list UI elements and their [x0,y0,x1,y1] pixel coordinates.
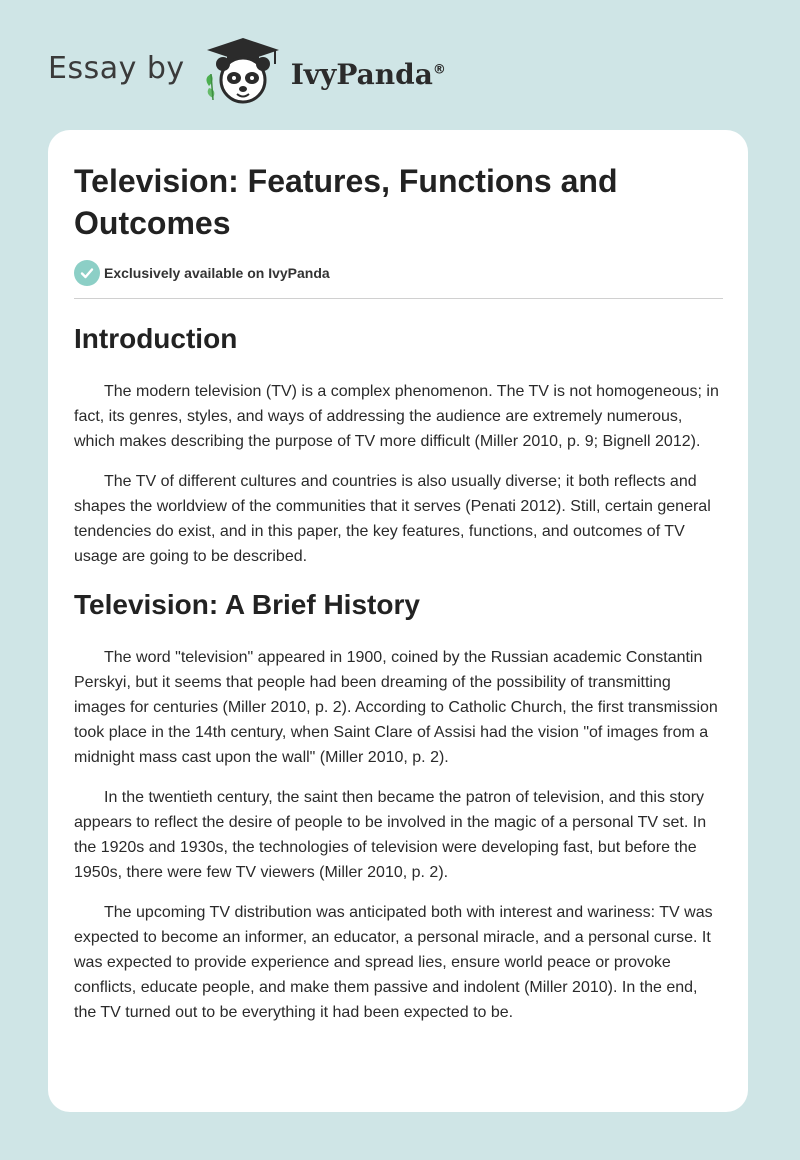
paragraph: The upcoming TV distribution was anticipated both with interest and wariness: TV was expected to become an informer, an educator, a personal miracle, and a personal curse. It was expected to provide experience and spread lies, ensure world peace or provoke conflicts, educate people, and make them passive and indolent (Miller 2010). In the end, the TV turned out to be everything it had been expected to be. [74,904,713,1021]
paragraph: The TV of different cultures and countries is also usually diverse; it both reflects and shapes the worldview of the communities that it serves (Penati 2012). Still, certain general tendencies do exist, and in this paper, the key features, functions, and outcomes of TV usage are going to be described. [74,473,711,565]
page-title: Television: Features, Functions and Outcomes [74,163,618,241]
site-header [48,36,446,108]
essay-by-label: Essay by [48,50,185,86]
ivypanda-logo[interactable] [201,34,446,111]
paragraph: The word "television" appeared in 1900, coined by the Russian academic Constantin Perskyi, but it seems that people had been dreaming of the possibility of transmitting images for centuries (Miller 2010, p. 2). According to Catholic Church, the first transmission took place in the 14th century, when Saint Clare of Assisi had the vision "of images from a midnight mass cast upon the wall" (Miller 2010, p. 2). [74,649,718,766]
section-heading: Introduction [74,323,238,354]
paragraph: In the twentieth century, the saint then became the patron of television, and this story appears to reflect the desire of people to be involved in the magic of a personal TV set. In the 1920s and 1930s, the technologies of television were developing fast, but before the 1950s, there were few TV viewers (Miller 2010, p. 2). [74,789,707,881]
divider [74,298,723,299]
registered-mark: ® [432,62,446,78]
brand-text: IvyPanda [290,57,433,91]
brand-name [291,58,446,91]
section-heading: Television: A Brief History [74,589,420,620]
check-icon [74,260,100,286]
badge-text: Exclusively available on IvyPanda [104,265,330,281]
essay-card [48,130,748,1112]
essay-content [74,160,724,1025]
exclusive-badge [74,260,724,286]
ivypanda-logo-icon [201,34,285,111]
paragraph: The modern television (TV) is a complex phenomenon. The TV is not homogeneous; in fact, its genres, styles, and ways of addressing the audience are extremely numerous, which makes describing the purpose of TV more difficult (Miller 2010, p. 9; Bignell 2012). [74,383,719,450]
